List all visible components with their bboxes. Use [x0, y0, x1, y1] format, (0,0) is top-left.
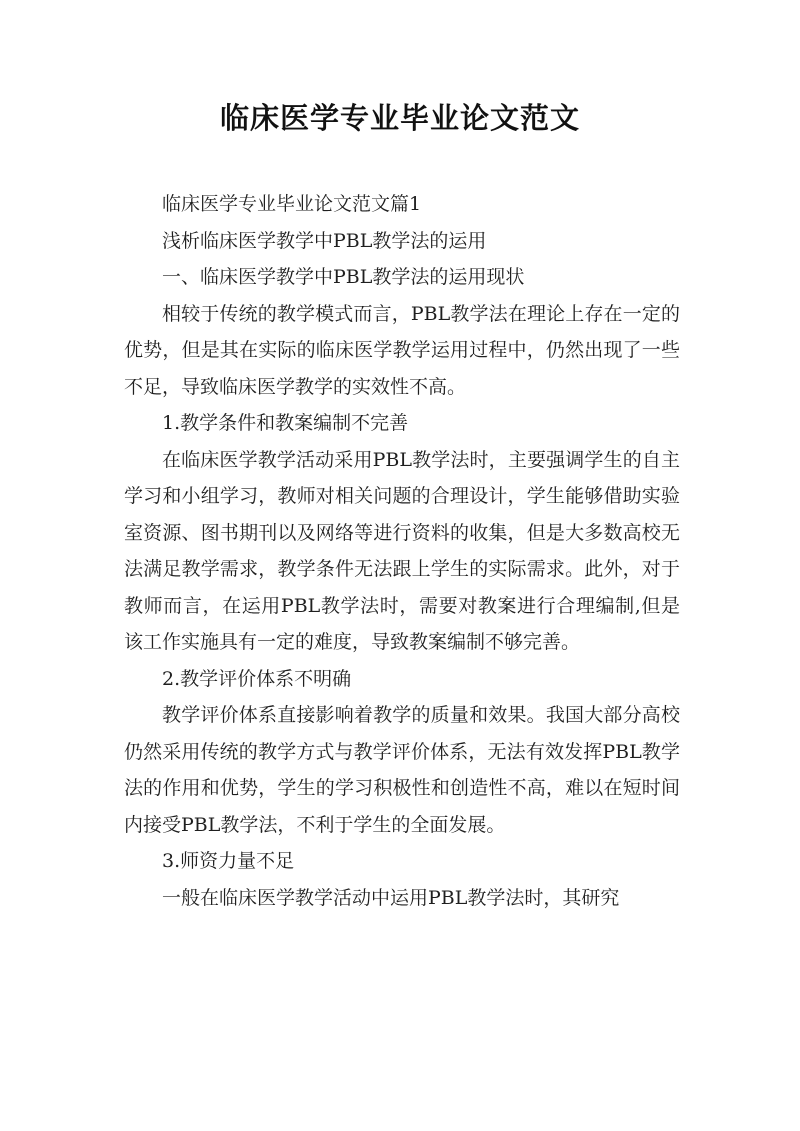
body-paragraph: 在临床医学教学活动采用PBL教学法时，主要强调学生的自主学习和小组学习，教师对相关问题的合理设计，学生能够借助实验室资源、图书期刊以及网络等进行资料的收集，但是大多数高校无法满足教学需求，教学条件无法跟上学生的实际需求。此外，对于教师而言，在运用PBL教学法时，需要对教案进行合理编制,但是该工作实施具有一定的难度，导致教案编制不够完善。	[124, 448, 680, 653]
article-subtitle: 浅析临床医学教学中PBL教学法的运用	[162, 229, 487, 252]
article-heading: 临床医学专业毕业论文范文篇1	[162, 193, 422, 215]
document-body	[124, 186, 680, 916]
subsection-heading: 1.教学条件和教案编制不完善	[162, 412, 409, 434]
section-heading: 一、临床医学教学中PBL教学法的运用现状	[162, 266, 525, 288]
subsection-heading: 2.教学评价体系不明确	[162, 667, 352, 690]
subsection-heading: 3.师资力量不足	[162, 850, 295, 872]
body-paragraph: 一般在临床医学教学活动中运用PBL教学法时，其研究	[162, 886, 620, 909]
document-title: 临床医学专业毕业论文范文	[219, 101, 580, 135]
body-paragraph: 教学评价体系直接影响着教学的质量和效果。我国大部分高校仍然采用传统的教学方式与教学评价体系，无法有效发挥PBL教学法的作用和优势，学生的学习积极性和创造性不高，难以在短时间内接受PBL教学法，不利于学生的全面发展。	[124, 704, 680, 836]
body-paragraph: 相较于传统的教学模式而言，PBL教学法在理论上存在一定的优势，但是其在实际的临床医学教学运用过程中，仍然出现了一些不足，导致临床医学教学的实效性不高。	[124, 302, 680, 398]
